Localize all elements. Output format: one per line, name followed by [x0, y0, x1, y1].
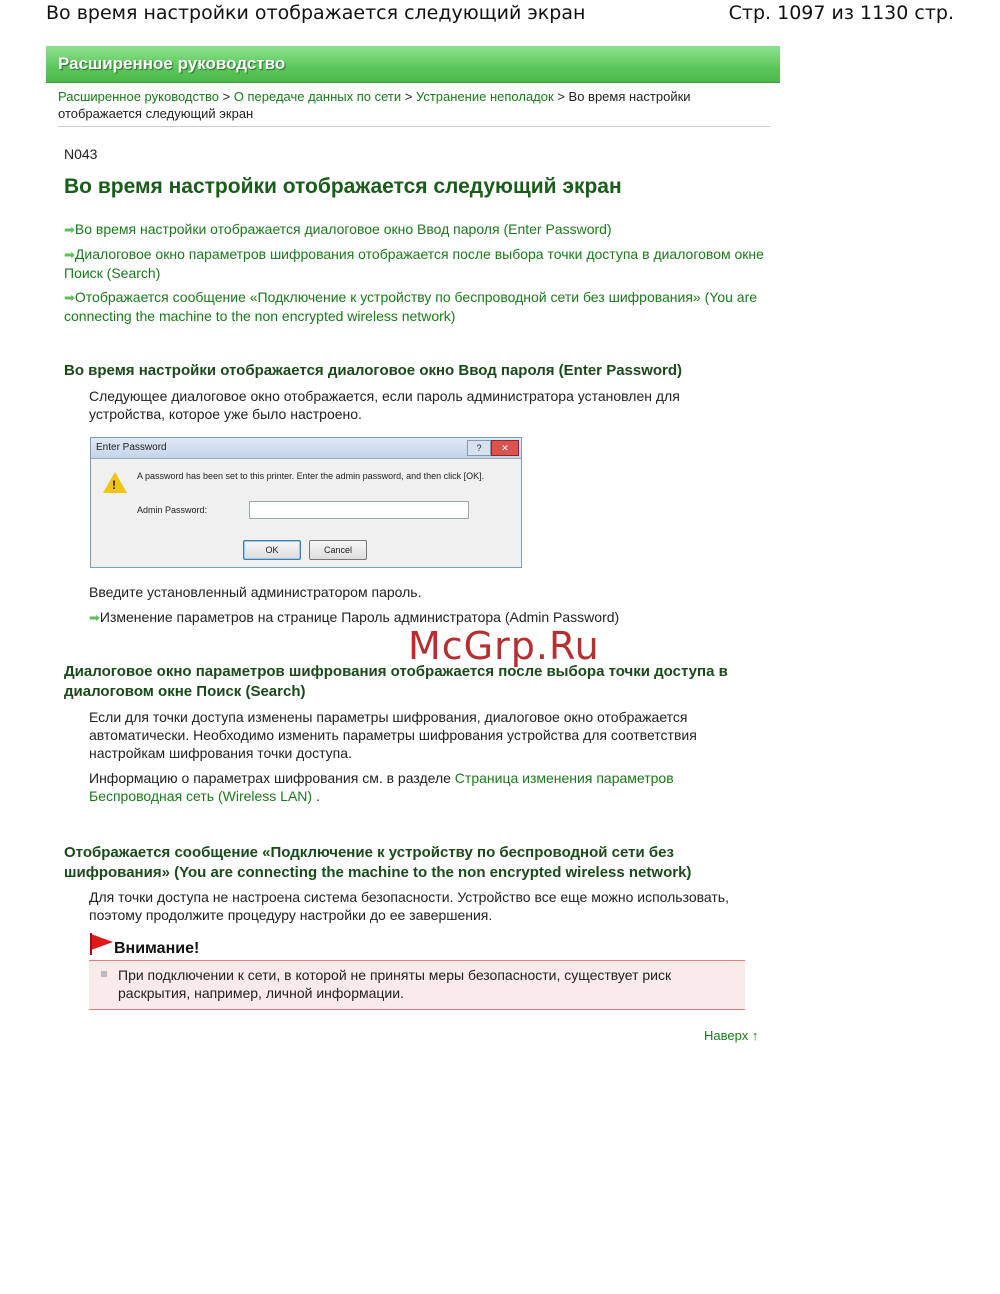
close-icon[interactable]: ✕	[491, 440, 519, 456]
section2-reference: Информацию о параметрах шифрования см. в разделе Страница изменения параметров Беспроводная сеть (Wireless LAN) .	[89, 770, 674, 804]
breadcrumb-link-troubleshooting[interactable]: Устранение неполадок	[415, 89, 554, 104]
document-title: Во время настройки отображается следующий экран	[46, 2, 586, 24]
back-to-top-link[interactable]: Наверх ↑	[704, 1028, 759, 1043]
section2-text: Если для точки доступа изменены параметры шифрования, диалоговое окно отображается автоматически. Необходимо изменить параметры шифрования устройства для соответствия настройкам шифрования точки доступа.	[89, 709, 697, 761]
help-icon[interactable]: ?	[467, 440, 491, 456]
attention-box	[89, 960, 745, 1010]
breadcrumb-current: Во время настройки отображается следующий экран	[58, 89, 691, 121]
enter-password-dialog	[90, 437, 522, 568]
warning-mark: !	[112, 478, 116, 492]
section3-text: Для точки доступа не настроена система безопасности. Устройство все еще можно использовать, поэтому продолжите процедуру настройки до ее завершения.	[89, 889, 729, 923]
red-flag-icon	[89, 932, 115, 956]
section1-after: Введите установленный администратором пароль.	[89, 584, 422, 600]
admin-password-input[interactable]	[249, 501, 469, 519]
arrow-right-icon: ➡	[89, 610, 100, 625]
page-title: Во время настройки отображается следующий экран	[64, 175, 622, 198]
section1-heading: Во время настройки отображается диалоговое окно Ввод пароля (Enter Password)	[64, 362, 683, 379]
breadcrumb-separator: >	[557, 89, 565, 104]
section2-heading: Диалоговое окно параметров шифрования отображается после выбора точки доступа в диалоговом окне Поиск (Search)	[64, 663, 728, 700]
bullet-icon	[101, 971, 107, 977]
watermark-logo: McGrp.Ru	[408, 624, 600, 668]
breadcrumb	[58, 88, 758, 122]
arrow-up-icon: ↑	[751, 1028, 759, 1043]
wireless-lan-settings-link[interactable]: Страница изменения параметров Беспроводная сеть (Wireless LAN)	[89, 770, 674, 804]
toc-link-2[interactable]: ➡Диалоговое окно параметров шифрования отображается после выбора точки доступа в диалоговом окне Поиск (Search)	[64, 246, 764, 281]
arrow-right-icon: ➡	[64, 247, 75, 262]
breadcrumb-link-manual[interactable]: Расширенное руководство	[58, 89, 219, 104]
dialog-titlebar	[91, 438, 521, 459]
ok-button[interactable]: OK	[243, 540, 301, 560]
arrow-right-icon: ➡	[64, 290, 75, 305]
page-counter: Стр. 1097 из 1130 стр.	[728, 2, 954, 24]
attention-text: При подключении к сети, в которой не приняты меры безопасности, существует риск раскрытия, например, личной информации.	[118, 967, 672, 1001]
attention-title: Внимание!	[114, 940, 200, 957]
document-code: N043	[64, 146, 98, 162]
toc-link-1[interactable]: ➡Во время настройки отображается диалоговое окно Ввод пароля (Enter Password)	[64, 221, 612, 237]
divider	[58, 126, 770, 127]
manual-banner	[46, 46, 780, 83]
breadcrumb-separator: >	[404, 89, 413, 104]
admin-password-label: Admin Password:	[137, 505, 208, 515]
banner-label: Расширенное руководство	[58, 54, 286, 73]
dialog-title: Enter Password	[96, 442, 167, 453]
cancel-button[interactable]: Cancel	[309, 540, 367, 560]
breadcrumb-link-network[interactable]: О передаче данных по сети	[233, 89, 402, 104]
toc-link-3[interactable]: ➡Отображается сообщение «Подключение к устройству по беспроводной сети без шифрования» (You are connecting the machine to the non encrypted wireless network)	[64, 289, 758, 324]
dialog-message: A password has been set to this printer. Enter the admin password, and then click [OK].	[137, 471, 485, 481]
section1-text: Следующее диалоговое окно отображается, если пароль администратора установлен для устройства, которое уже было настроено.	[89, 388, 680, 422]
section3-heading: Отображается сообщение «Подключение к устройству по беспроводной сети без шифрования» (You are connecting the machine to the non encrypted wireless network)	[64, 844, 692, 881]
breadcrumb-separator: >	[222, 89, 231, 104]
arrow-right-icon: ➡	[64, 222, 75, 237]
admin-password-link[interactable]: ➡Изменение параметров на странице Пароль администратора (Admin Password)	[89, 609, 620, 625]
